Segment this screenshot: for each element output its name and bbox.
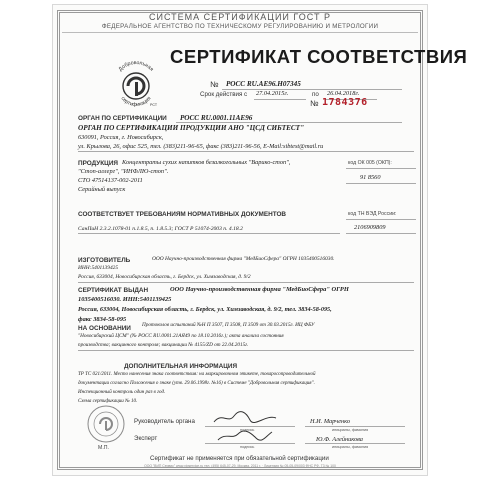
seal-mp: М.П. [98,445,109,451]
seal-stamp [86,404,126,444]
requirements-docs: СанПиН 2.3.2.1078-01 п.1.8.5, п. 1.8.5.3; ГОСТ Р 51074-2003 п. 4.18.2 [78,226,243,232]
product-line-4: Серийный выпуск [78,186,126,193]
logo-text-top: Добровольная [117,59,155,73]
footer-note: Сертификат не применяется при обязательной сертификации [150,455,329,462]
org-name: ОРГАН ПО СЕРТИФИКАЦИИ ПРОДУКЦИИ АНО "ЦСД СИБТЕСТ" [78,124,305,132]
extra-line-4: Схема сертификации № 10. [78,399,138,404]
svg-text:сертификация [120,96,153,109]
extra-line-1: ТР ТС 021/2011. Место нанесения знака соответствия: на маркировочном этикете, товаросопроводительной [78,372,316,377]
manufacturer-label: ИЗГОТОВИТЕЛЬ [78,257,131,264]
org-code: РОСС RU.0001.11АЕ96 [180,114,253,122]
cert-number-label: № [210,80,219,89]
head-sign-hint: подпись [240,428,255,432]
extra-label: ДОПОЛНИТЕЛЬНАЯ ИНФОРМАЦИЯ [124,363,238,370]
manufacturer-address: Россия, 633004, Новосибирская область, г. Бердск, ул. Химзаводская, д. 9/2 [78,274,251,280]
basis-line-3: производства; вакцинного контроля; вакцинации № 4155/ZD от 22.04.2015г. [78,342,249,348]
issued-line-2: 1035400516030. ИНН:5401139425 [78,296,172,303]
product-line-2: "Стоп-аллерг", "ИНФЛЮ-стоп". [78,168,169,175]
extra-line-3: Инспекционный контроль один раз в год. [78,390,166,395]
head-name: Н.И. Марченко [310,418,350,425]
logo-text-bottom: сертификация [119,95,153,109]
org-label: ОРГАН ПО СЕРТИФИКАЦИИ [78,115,167,122]
issued-line-3: Россия, 633004, Новосибирская область, г. Бердск, ул. Химзаводская, д. 9/2, тел. 3834-58-095, [78,306,332,313]
okp-code: 91 8560 [360,174,381,181]
validity-to: 26.04.2018г. [327,90,360,97]
product-label: ПРОДУКЦИЯ [78,160,119,167]
expert-signature [212,428,282,444]
issued-line-1: ООО Научно-производственная фирма "МедБиоСфера" ОГРН [170,286,349,293]
head-label: Руководитель органа [134,418,195,425]
head-initials-hint: инициалы, фамилия [332,428,369,432]
basis-line-2: "Новосибирский ЦСМ" (№ РОСС RU.0001.21АЯ49 по 18.10.2016г.); акта анализа состояния [78,333,284,339]
document-title: СЕРТИФИКАТ СООТВЕТСТВИЯ [170,46,468,67]
tnved-code: 2106909809 [354,224,386,231]
serial-label: № [310,99,319,108]
agency-name: ФЕДЕРАЛЬНОЕ АГЕНТСТВО ПО ТЕХНИЧЕСКОМУ РЕГУЛИРОВАНИЮ И МЕТРОЛОГИИ [101,23,379,30]
product-line-3: СТО 47514137-002-2011 [78,177,143,184]
logo-mark: РСТ [150,103,158,107]
expert-sign-hint: подпись [240,445,255,449]
expert-initials-hint: инициалы, фамилия [332,445,369,449]
expert-name: Ю.Ф. Алейникова [316,436,363,443]
expert-label: Эксперт [134,435,158,442]
printer-note: ООО "ВИП Сервис" www.vipservice.ru тел. (495) 645-07-29, Москва, 2011 г. · Лицензия № 05-05-09/003 ФНС РФ, Т3 № 100 [144,464,336,468]
validity-from: 27.04.2015г. [256,90,289,97]
org-address-1: 630091, Россия, г. Новосибирск, [78,134,164,141]
header-divider [62,32,418,33]
okp-label: код ОК 005 (ОКП): [348,160,392,166]
product-line-1: Концентраты сухих напитков безалкогольных "Варико-стоп", [122,159,291,166]
voluntary-certification-logo [110,58,162,112]
head-signature [210,410,290,426]
serial-number: 1784376 [322,97,368,108]
requirements-label: СООТВЕТСТВУЕТ ТРЕБОВАНИЯМ НОРМАТИВНЫХ ДОКУМЕНТОВ [78,211,287,218]
issued-line-4: факс 3834-58-095 [78,316,127,323]
manufacturer-name: ООО Научно-производственная фирма "МедБиоСфера" ОГРН 1035400516030. [152,256,335,262]
basis-line-1: Протоколов испытаний №Н П 3507, П 3508, П 3509 от 30.03.2015г. ИЦ ФБУ [142,322,315,328]
validity-label: Срок действия с [200,91,248,98]
validity-to-label: по [312,91,319,98]
svg-text:Добровольная [118,60,155,73]
extra-line-2: документации согласно Положения о знаке (утв. 29.06.1998г. №16) в Системе "Добровольная сертификация". [78,381,315,386]
manufacturer-inn: ИНН:5401139425 [78,265,119,271]
org-address-2: ул. Крылова, 26, офис 525, тел. (383)211-96-65, факс (383)211-96-56, E-Mail:sibtest@mail.ru [78,143,324,150]
tnved-label: код ТН ВЭД России: [348,211,397,217]
cert-number: РОСС RU.AE96.H07345 [226,80,301,88]
basis-label: НА ОСНОВАНИИ [78,325,131,332]
system-name: СИСТЕМА СЕРТИФИКАЦИИ ГОСТ Р [149,12,331,22]
issued-label: СЕРТИФИКАТ ВЫДАН [78,287,149,294]
